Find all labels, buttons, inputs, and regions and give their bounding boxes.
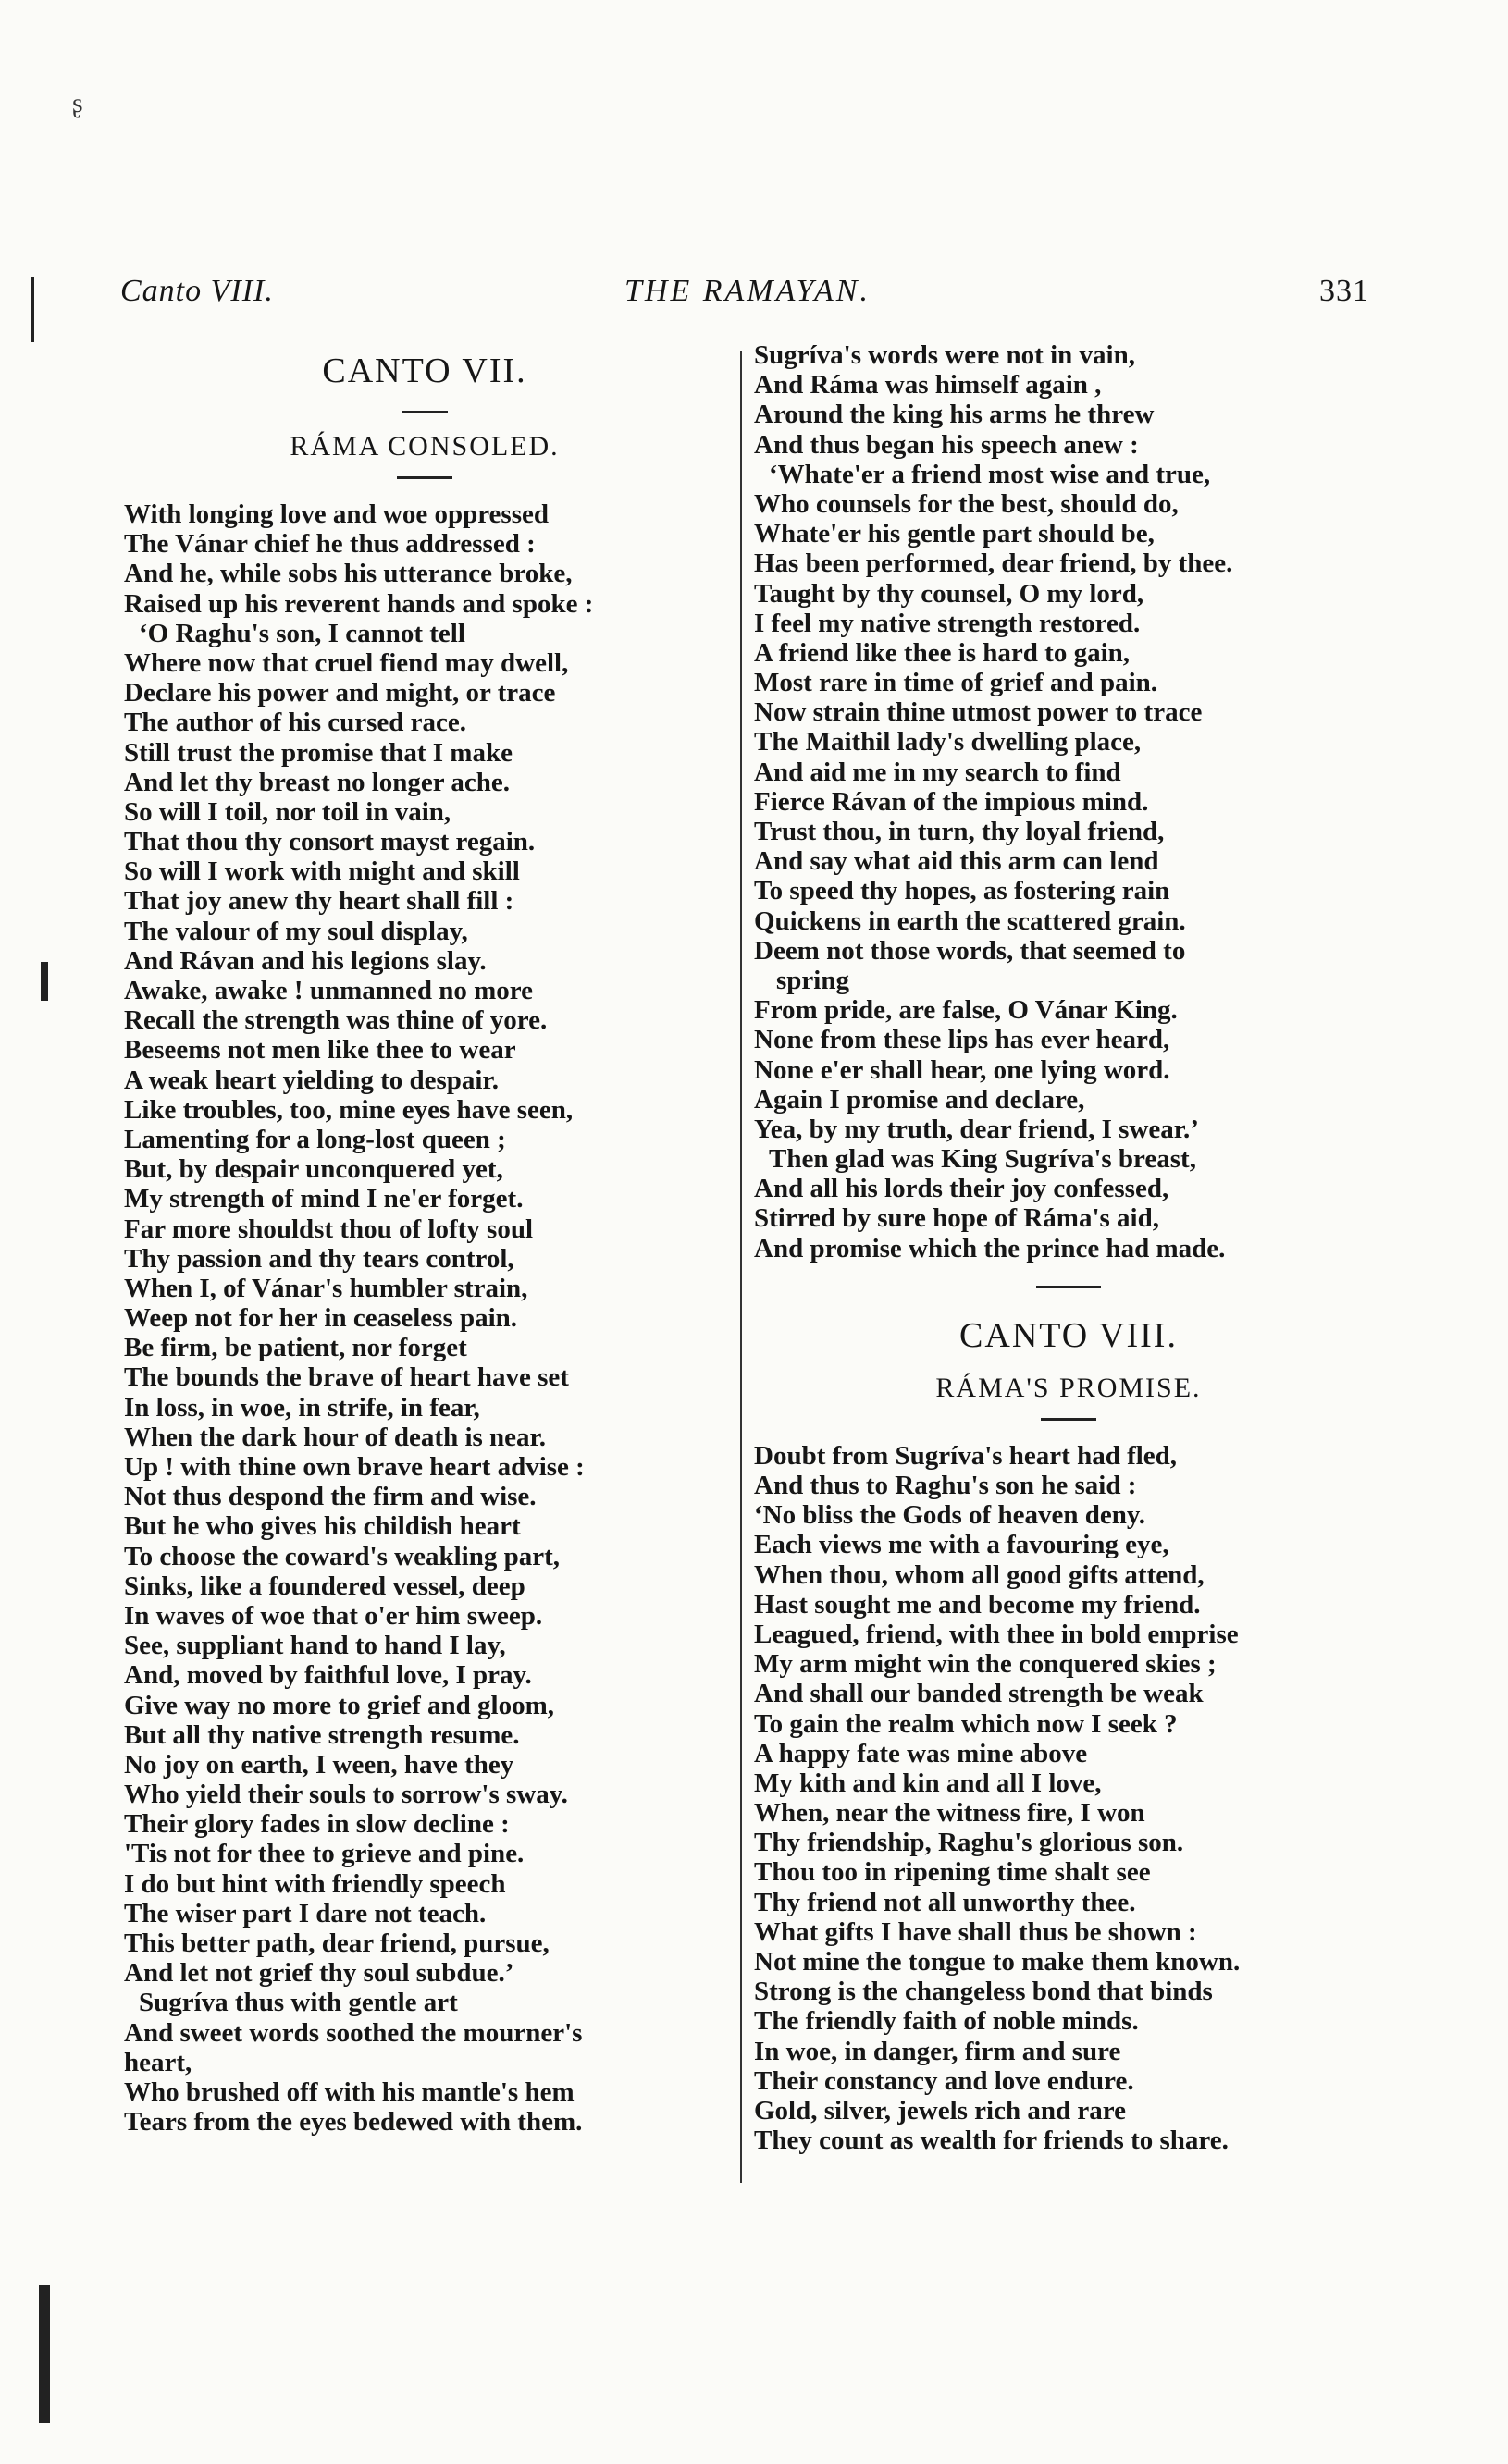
- verse-line: None from these lips has ever heard,: [754, 1025, 1170, 1055]
- verse-line: Stirred by sure hope of Ráma's aid,: [754, 1203, 1159, 1234]
- verse-line: Who counsels for the best, should do,: [754, 488, 1179, 519]
- verse-line: And thus to Raghu's son he said :: [754, 1471, 1137, 1500]
- verse-line: Deem not those words, that seemed to: [754, 935, 1186, 966]
- verse-line: Doubt from Sugríva's heart had fled,: [754, 1440, 1178, 1471]
- subtitle-rule: [397, 476, 452, 479]
- verse-line: Thy friendship, Raghu's glorious son.: [754, 1828, 1184, 1858]
- verse-line: heart,: [124, 2047, 192, 2077]
- verse-line: ‘No bliss the Gods of heaven deny.: [754, 1500, 1145, 1531]
- verse-line: Hast sought me and become my friend.: [754, 1589, 1201, 1620]
- binding-mark-top: [31, 277, 34, 342]
- verse-line: In loss, in woe, in strife, in fear,: [124, 1392, 480, 1423]
- verse-line: Tears from the eyes bedewed with them.: [124, 2107, 583, 2138]
- page-number: 331: [1319, 274, 1369, 308]
- verse-line: In waves of woe that o'er him sweep.: [124, 1600, 543, 1631]
- verse-line: Give way no more to grief and gloom,: [124, 1690, 555, 1720]
- verse-line: Beseems not men like thee to wear: [124, 1035, 516, 1066]
- verse-line: To speed thy hopes, as fostering rain: [754, 876, 1170, 906]
- verse-line: And Rávan and his legions slay.: [124, 945, 487, 976]
- verse-line: Sugríva's words were not in vain,: [754, 340, 1135, 370]
- verse-line: The Vánar chief he thus addressed :: [124, 529, 536, 560]
- verse-line: The bounds the brave of heart have set: [124, 1362, 569, 1393]
- verse-line: To choose the coward's weakling part,: [124, 1541, 560, 1571]
- verse-line: Taught by thy counsel, O my lord,: [754, 578, 1144, 609]
- verse-line: Not mine the tongue to make them known.: [754, 1947, 1241, 1977]
- verse-line: Who yield their souls to sorrow's sway.: [124, 1780, 568, 1810]
- canto-subtitle: RÁMA CONSOLED.: [290, 431, 560, 462]
- verse-line: And all his lords their joy confessed,: [754, 1174, 1169, 1204]
- verse-line: Still trust the promise that I make: [124, 737, 513, 768]
- verse-line: Who brushed off with his mantle's hem: [124, 2076, 575, 2107]
- left-column: [124, 348, 725, 2137]
- verse-line: Sugríva thus with gentle art: [139, 1988, 458, 2018]
- verse-line: From pride, are false, O Vánar King.: [754, 995, 1178, 1026]
- verse-block: [754, 340, 1383, 1263]
- column-divider: [740, 351, 742, 2183]
- verse-line: See, suppliant hand to hand I lay,: [124, 1631, 506, 1661]
- verse-line: A happy fate was mine above: [754, 1738, 1088, 1768]
- verse-line: Thy passion and thy tears control,: [124, 1243, 514, 1274]
- verse-line: This better path, dear friend, pursue,: [124, 1928, 550, 1958]
- verse-line: So will I work with might and skill: [124, 856, 520, 887]
- verse-line: That joy anew thy heart shall fill :: [124, 886, 514, 917]
- verse-line: Lamenting for a long-lost queen ;: [124, 1124, 506, 1154]
- verse-line: But all thy native strength resume.: [124, 1719, 520, 1750]
- verse-line: But, by despair unconquered yet,: [124, 1154, 503, 1185]
- canto-subtitle: RÁMA'S PROMISE.: [935, 1372, 1202, 1403]
- verse-line: None e'er shall hear, one lying word.: [754, 1054, 1170, 1085]
- verse-line: Each views me with a favouring eye,: [754, 1530, 1169, 1560]
- verse-line: When thou, whom all good gifts attend,: [754, 1559, 1205, 1590]
- ink-speck: ʂ: [72, 88, 83, 118]
- verse-line: Then glad was King Sugríva's breast,: [769, 1144, 1196, 1175]
- verse-line: Trust thou, in turn, thy loyal friend,: [754, 817, 1165, 846]
- verse-line: ‘Whate'er a friend most wise and true,: [769, 459, 1211, 489]
- verse-line: Yea, by my truth, dear friend, I swear.’: [754, 1114, 1199, 1144]
- verse-line: I do but hint with friendly speech: [124, 1868, 506, 1899]
- verse-line: So will I toil, nor toil in vain,: [124, 796, 451, 827]
- right-column: [754, 340, 1383, 2155]
- verse-line: Their constancy and love endure.: [754, 2065, 1134, 2096]
- verse-line: Quickens in earth the scattered grain.: [754, 906, 1186, 936]
- verse-line: And promise which the prince had made.: [754, 1233, 1226, 1263]
- verse-line: Around the king his arms he threw: [754, 400, 1155, 430]
- binding-mark-bottom: [39, 2285, 50, 2423]
- verse-line: Again I promise and declare,: [754, 1084, 1085, 1115]
- verse-line: Sinks, like a foundered vessel, deep: [124, 1571, 525, 1601]
- verse-line: Recall the strength was thine of yore.: [124, 1005, 548, 1036]
- header-book-title: THE RAMAYAN.: [624, 274, 871, 308]
- verse-line: Whate'er his gentle part should be,: [754, 519, 1155, 549]
- verse-line: Raised up his reverent hands and spoke :: [124, 588, 594, 619]
- running-header: [120, 274, 1369, 314]
- verse-line: Strong is the changeless bond that binds: [754, 1977, 1213, 2007]
- verse-line: And aid me in my search to find: [754, 757, 1121, 787]
- subtitle-rule: [1041, 1418, 1096, 1421]
- verse-line: My kith and kin and all I love,: [754, 1768, 1102, 1798]
- verse-line: Declare his power and might, or trace: [124, 678, 556, 708]
- verse-line: spring: [776, 965, 849, 995]
- verse-line: Be firm, be patient, nor forget: [124, 1333, 467, 1363]
- verse-line: And let not grief thy soul subdue.’: [124, 1958, 514, 1989]
- verse-block: [124, 499, 725, 2137]
- verse-line: In woe, in danger, firm and sure: [754, 2036, 1121, 2066]
- verse-line: With longing love and woe oppressed: [124, 499, 549, 529]
- verse-line: Thou too in ripening time shalt see: [754, 1857, 1151, 1888]
- verse-line: And shall our banded strength be weak: [754, 1679, 1204, 1709]
- verse-line: A weak heart yielding to despair.: [124, 1065, 499, 1095]
- verse-line: Awake, awake ! unmanned no more: [124, 976, 534, 1005]
- verse-line: When the dark hour of death is near.: [124, 1422, 547, 1452]
- verse-line: They count as wealth for friends to share.: [754, 2125, 1229, 2156]
- verse-block: [754, 1441, 1383, 2156]
- verse-line: ‘O Raghu's son, I cannot tell: [139, 618, 465, 648]
- verse-line: Like troubles, too, mine eyes have seen,: [124, 1094, 574, 1125]
- verse-line: Gold, silver, jewels rich and rare: [754, 2095, 1126, 2125]
- verse-line: The author of his cursed race.: [124, 708, 467, 738]
- verse-line: Now strain thine utmost power to trace: [754, 697, 1203, 728]
- binding-mark-mid: [41, 962, 48, 1001]
- verse-line: A friend like thee is hard to gain,: [754, 637, 1131, 668]
- section-separator: [1036, 1286, 1101, 1288]
- verse-line: My strength of mind I ne'er forget.: [124, 1184, 524, 1214]
- header-canto: Canto VIII.: [120, 274, 274, 308]
- verse-line: Most rare in time of grief and pain.: [754, 668, 1158, 698]
- verse-line: My arm might win the conquered skies ;: [754, 1649, 1217, 1680]
- title-rule: [402, 411, 448, 413]
- verse-line: And thus began his speech anew :: [754, 429, 1139, 460]
- verse-line: The Maithil lady's dwelling place,: [754, 727, 1142, 758]
- verse-line: The friendly faith of noble minds.: [754, 2006, 1139, 2037]
- verse-line: That thou thy consort mayst regain.: [124, 827, 536, 857]
- verse-line: When I, of Vánar's humbler strain,: [124, 1273, 528, 1303]
- verse-line: Not thus despond the firm and wise.: [124, 1482, 537, 1512]
- verse-line: And say what aid this arm can lend: [754, 846, 1159, 877]
- canto-title: CANTO VII.: [322, 351, 527, 390]
- verse-line: And sweet words soothed the mourner's: [124, 2017, 583, 2048]
- verse-line: Has been performed, dear friend, by thee.: [754, 548, 1233, 579]
- canto-title: CANTO VIII.: [959, 1315, 1178, 1355]
- verse-line: And he, while sobs his utterance broke,: [124, 559, 573, 589]
- verse-line: Their glory fades in slow decline :: [124, 1809, 510, 1840]
- verse-line: Leagued, friend, with thee in bold emprise: [754, 1619, 1239, 1649]
- verse-line: 'Tis not for thee to grieve and pine.: [124, 1839, 525, 1869]
- verse-line: Fierce Rávan of the impious mind.: [754, 786, 1149, 817]
- verse-line: Weep not for her in ceaseless pain.: [124, 1303, 518, 1334]
- verse-line: And Ráma was himself again ,: [754, 370, 1102, 400]
- verse-line: To gain the realm which now I seek ?: [754, 1708, 1178, 1739]
- verse-line: Up ! with thine own brave heart advise :: [124, 1452, 585, 1482]
- verse-line: No joy on earth, I ween, have they: [124, 1749, 514, 1780]
- verse-line: I feel my native strength restored.: [754, 608, 1141, 638]
- verse-line: Thy friend not all unworthy thee.: [754, 1887, 1136, 1917]
- verse-line: And let thy breast no longer ache.: [124, 767, 511, 797]
- verse-line: Where now that cruel fiend may dwell,: [124, 647, 569, 678]
- verse-line: What gifts I have shall thus be shown :: [754, 1916, 1197, 1947]
- verse-line: When, near the witness fire, I won: [754, 1798, 1145, 1829]
- verse-line: But he who gives his childish heart: [124, 1511, 521, 1542]
- verse-line: And, moved by faithful love, I pray.: [124, 1660, 532, 1691]
- verse-line: The wiser part I dare not teach.: [124, 1898, 487, 1928]
- verse-line: Far more shouldst thou of lofty soul: [124, 1214, 534, 1244]
- verse-line: The valour of my soul display,: [124, 916, 468, 946]
